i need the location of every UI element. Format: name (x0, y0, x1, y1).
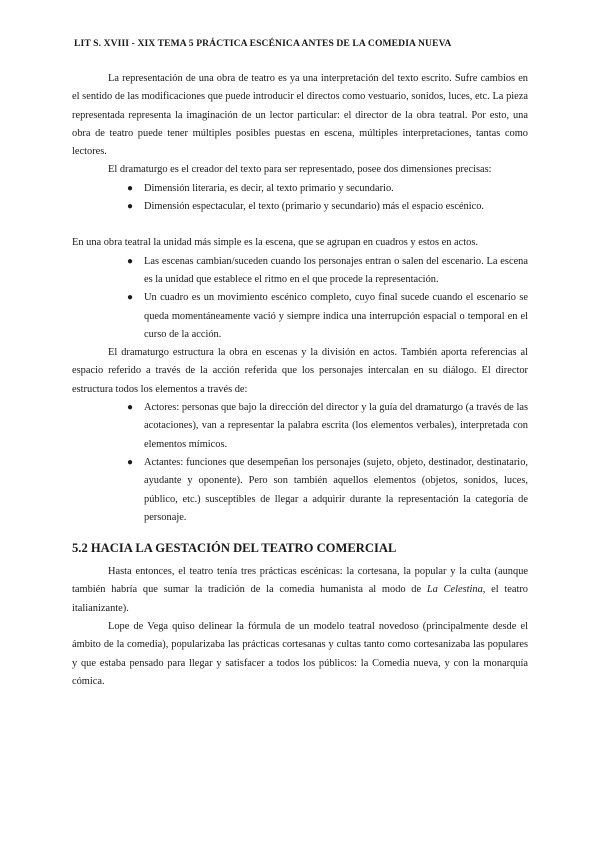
running-header: LIT S. XVIII - XIX TEMA 5 PRÁCTICA ESCÉNICA ANTES DE LA COMEDIA NUEVA (74, 38, 452, 49)
list-item (127, 253, 528, 290)
list-item (127, 454, 528, 527)
paragraph-representation: La representación de una obra de teatro es ya una interpretación del texto escrito. Sufre cambios en el sentido de las modificaciones que puede introducir el directos como vestuario, sonidos, luces, etc. La pieza representada representa la imaginación de un lector particular: el director de la obra teatral. Por esto, una obra de teatro puede tener múltiples posibles puestas en escena, múltiples interpretaciones, tantas como lectores. (72, 73, 528, 158)
list-item (127, 198, 528, 216)
list-item-text: Actores: personas que bajo la dirección del director y la guía del dramaturgo (a través de las acotaciones), van a representar la palabra escrita (los elementos verbales), interpretada con elementos mímicos. (144, 402, 528, 450)
paragraph-practicas (72, 563, 528, 618)
list-item (127, 289, 528, 344)
list-item-text: Actantes: funciones que desempeñan los personajes (sujeto, objeto, destinador, destinatario, ayudante y oponente). Pero son también aquellos elementos (objetos, sonidos, luces, público, etc.) susceptibles de llegar a adquirir durante la representación la categoría de personaje. (144, 456, 528, 523)
list-item-text: Dimensión literaria, es decir, al texto primario y secundario. (144, 182, 394, 194)
paragraph-dramaturgo: El dramaturgo es el creador del texto para ser representado, posee dos dimensiones precisas: (108, 164, 492, 176)
list-elements (72, 399, 528, 527)
list-item-text: Dimensión espectacular, el texto (primario y secundario) más el espacio escénico. (144, 201, 485, 213)
paragraph-text: Hasta entonces, el teatro tenía tres prácticas escénicas: la cortesana, la popular y la culta (aunque también habría que sumar la tradición de la comedia humanista al modo de (72, 566, 528, 596)
paragraph-estructura: El dramaturgo estructura la obra en escenas y la división en actos. También aporta referencias al espacio referido a través de la acción referida que los personajes intercalan en su diálogo. El director estructura todos los elementos a través de: (72, 347, 528, 395)
work-title: La Celestina (426, 584, 483, 596)
list-units (72, 253, 528, 344)
bullet-icon: ● (127, 402, 134, 414)
bullet-icon: ● (127, 201, 134, 213)
bullet-icon: ● (127, 255, 134, 267)
paragraph-text: , el teatro italianizante). (72, 584, 528, 614)
paragraph-lope: Lope de Vega quiso delinear la fórmula de un modelo teatral novedoso (principalmente desde el ámbito de la comedia), popularizaba las prácticas cortesanas y cultas tanto como cortesanizaba las populares y que estaba pensado para llegar y satisfacer a todos los públicos: la Comedia nueva, y con la monarquía cómica. (72, 621, 528, 687)
section-title: 5.2 HACIA LA GESTACIÓN DEL TEATRO COMERCIAL (72, 541, 397, 556)
list-item (127, 180, 528, 198)
list-dimensions (72, 180, 528, 217)
list-item-text: Un cuadro es un movimiento escénico completo, cuyo final sucede cuando el escenario se queda momentáneamente vació y siempre indica una interrupción espacial o temporal en el curso de la acción. (144, 292, 528, 340)
list-item-text: Las escenas cambian/suceden cuando los personajes entran o salen del escenario. La escena es la unidad que establece el ritmo en el que procede la representación. (144, 255, 528, 285)
document-body (72, 70, 528, 691)
bullet-icon: ● (127, 456, 134, 468)
bullet-icon: ● (127, 182, 134, 194)
list-item (127, 399, 528, 454)
bullet-icon: ● (127, 292, 134, 304)
spacer (72, 216, 528, 234)
paragraph-unidad: En una obra teatral la unidad más simple es la escena, que se agrupan en cuadros y estos en actos. (72, 237, 478, 249)
